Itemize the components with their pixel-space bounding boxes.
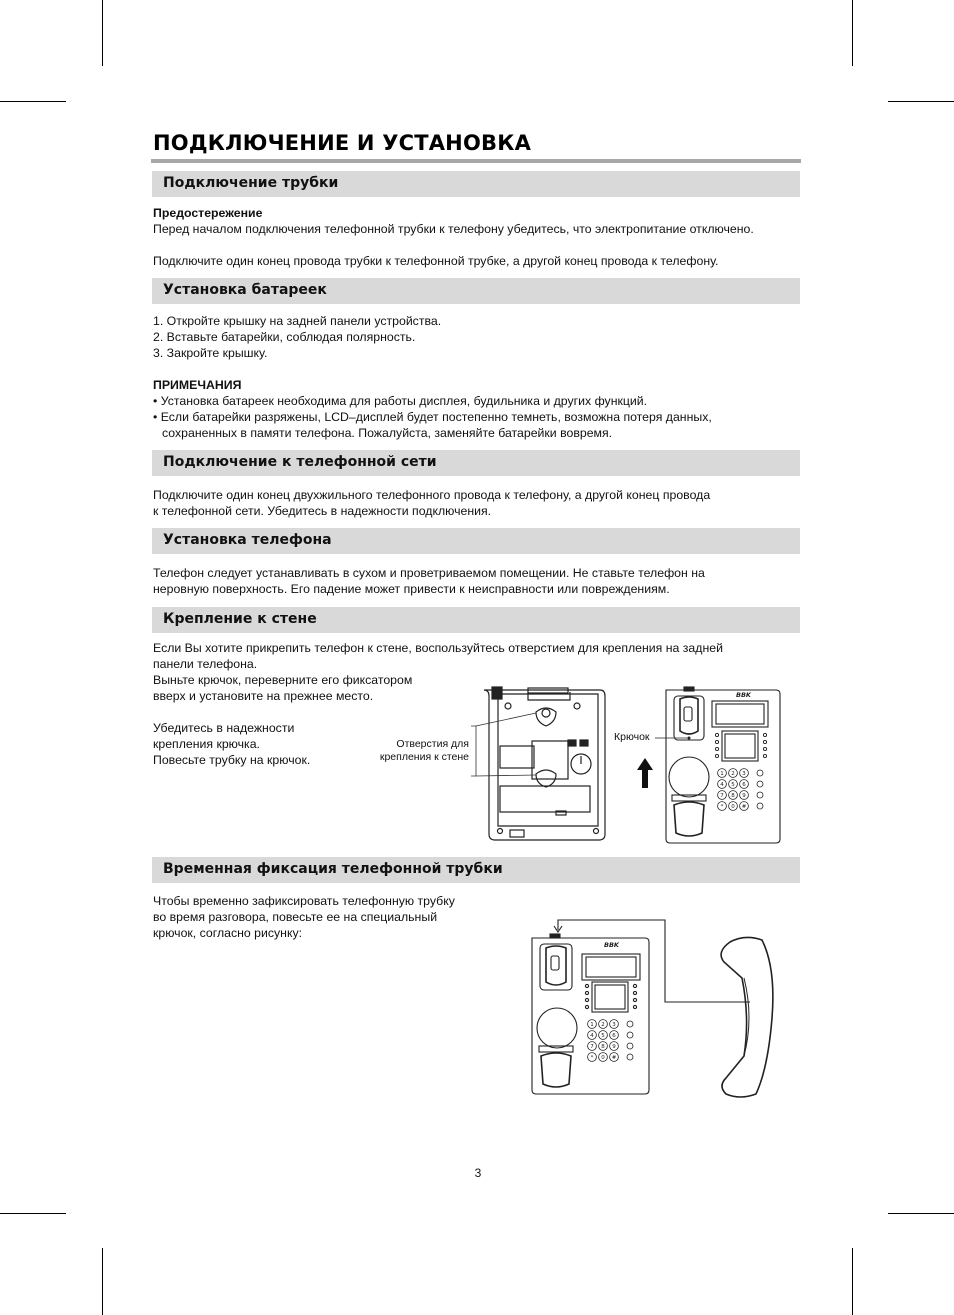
batteries-text	[153, 313, 712, 441]
handset-instruction: Подключите один конец провода трубки к телефонной трубке, а другой конец провода к телефону.	[153, 254, 719, 268]
crop-mark	[0, 1213, 66, 1214]
section-heading-text: Подключение трубки	[163, 175, 339, 191]
section-heading-text: Крепление к стене	[163, 611, 317, 627]
keypad	[588, 1020, 633, 1062]
function-key	[627, 1054, 633, 1060]
function-key	[757, 781, 763, 787]
keypad-key-label: 1	[590, 1022, 594, 1029]
crop-mark	[852, 0, 853, 66]
paragraph-line: Убедитесь в надежности	[153, 721, 295, 735]
crop-mark	[102, 1248, 103, 1315]
section-heading-placement	[152, 528, 800, 554]
function-key	[757, 803, 763, 809]
temp-text	[153, 893, 455, 941]
paragraph-line: крепления крючка.	[153, 737, 260, 751]
keypad-key-label: 7	[590, 1044, 594, 1051]
battery-step: 2. Вставьте батарейки, соблюдая полярность.	[153, 330, 416, 344]
keypad-key-label: 3	[612, 1022, 616, 1029]
function-key	[627, 1043, 633, 1049]
section-heading-temp	[152, 857, 800, 883]
paragraph-line: Выньте крючок, переверните его фиксатором	[153, 673, 413, 687]
title-rule	[151, 159, 801, 163]
hook-label: Крючок	[614, 731, 650, 743]
paragraph-line: Если Вы хотите прикрепить телефон к стене, воспользуйтесь отверстием для крепления на задней	[153, 641, 723, 655]
keypad-key-label: *	[720, 804, 724, 811]
phone-rear-illustration	[470, 686, 610, 846]
battery-step: 3. Закройте крышку.	[153, 346, 268, 360]
paragraph-line: во время разговора, повесьте ее на специальный	[153, 910, 438, 924]
note-item: сохраненных в памяти телефона. Пожалуйста, заменяйте батарейки вовремя.	[162, 426, 613, 440]
function-key	[627, 1021, 633, 1027]
keypad	[718, 769, 763, 811]
notes-label: ПРИМЕЧАНИЯ	[153, 378, 242, 392]
holes-label-line: Отверстия для	[396, 738, 469, 750]
section-heading-handset	[152, 171, 800, 197]
note-item: • Если батарейки разряжены, LCD–дисплей будет постепенно темнеть, возможна потеря данных,	[153, 410, 712, 424]
function-key	[627, 1032, 633, 1038]
section-heading-batteries	[152, 278, 800, 304]
page-title: ПОДКЛЮЧЕНИЕ И УСТАНОВКА	[153, 131, 532, 155]
crop-mark	[852, 1248, 853, 1315]
holes-label-line: крепления к стене	[379, 751, 469, 763]
keypad-key-label: 7	[720, 793, 724, 800]
keypad-key-label: 5	[731, 782, 735, 789]
function-key	[757, 792, 763, 798]
blank-line	[153, 704, 723, 720]
paragraph-line: неровную поверхность. Его падение может привести к неисправности или повреждениям.	[153, 582, 670, 596]
battery-step: 1. Откройте крышку на задней панели устройства.	[153, 314, 442, 328]
keypad-key-label: 6	[612, 1033, 616, 1040]
line-text	[153, 487, 710, 519]
function-key	[757, 770, 763, 776]
paragraph-line: вверх и установите на прежнее место.	[153, 689, 374, 703]
keypad-key-label: 2	[601, 1022, 605, 1029]
handset-text	[153, 205, 754, 269]
keypad-key-label: 8	[601, 1044, 605, 1051]
crop-mark	[102, 0, 103, 66]
paragraph-line: крючок, согласно рисунку:	[153, 926, 303, 940]
keypad-key-label: 8	[731, 793, 735, 800]
crop-mark	[888, 1213, 954, 1214]
crop-mark	[888, 101, 954, 102]
paragraph-line: Чтобы временно зафиксировать телефонную трубку	[153, 894, 455, 908]
holes-label	[373, 738, 469, 764]
keypad-key-label: 4	[720, 782, 724, 789]
phone-front-illustration	[664, 687, 782, 847]
paragraph-line: панели телефона.	[153, 657, 258, 671]
placement-text	[153, 565, 705, 597]
keypad-key-label: #	[611, 1055, 617, 1062]
keypad-key-label: #	[741, 804, 747, 811]
section-heading-text: Установка телефона	[163, 532, 332, 548]
keypad-key-label: 5	[601, 1033, 605, 1040]
section-heading-text: Установка батареек	[163, 282, 327, 298]
section-heading-text: Подключение к телефонной сети	[163, 454, 437, 470]
keypad-key-label: 1	[720, 771, 724, 778]
paragraph-line: к телефонной сети. Убедитесь в надежности подключения.	[153, 504, 492, 518]
keypad-key-label: 0	[601, 1055, 605, 1062]
keypad-key-label: *	[590, 1055, 594, 1062]
warning-text: Перед началом подключения телефонной трубки к телефону убедитесь, что электропитание отключено.	[153, 222, 754, 236]
paragraph-line: Телефон следует устанавливать в сухом и проветриваемом помещении. Не ставьте телефон на	[153, 566, 705, 580]
section-heading-text: Временная фиксация телефонной трубки	[163, 861, 503, 877]
keypad-key-label: 9	[612, 1044, 616, 1051]
hook-leader-line	[655, 737, 695, 741]
warning-label: Предостережение	[153, 206, 263, 220]
phone-temp-illustration	[530, 918, 780, 1098]
arrow-up-icon	[637, 758, 653, 788]
keypad-key-label: 9	[742, 793, 746, 800]
note-item: • Установка батареек необходима для работы дисплея, будильника и других функций.	[153, 394, 648, 408]
paragraph-line: Повесьте трубку на крючок.	[153, 753, 311, 767]
crop-mark	[0, 101, 66, 102]
keypad-key-label: 4	[590, 1033, 594, 1040]
keypad-key-label: 0	[731, 804, 735, 811]
brand-logo: BBK	[604, 941, 619, 949]
brand-logo: BBK	[736, 691, 751, 699]
keypad-key-label: 2	[731, 771, 735, 778]
section-heading-line	[152, 450, 800, 476]
section-heading-wall	[152, 607, 800, 633]
page-number: 3	[474, 1166, 482, 1180]
paragraph-line: Подключите один конец двухжильного телефонного провода к телефону, а другой конец провода	[153, 488, 711, 502]
keypad-key-label: 6	[742, 782, 746, 789]
keypad-key-label: 3	[742, 771, 746, 778]
